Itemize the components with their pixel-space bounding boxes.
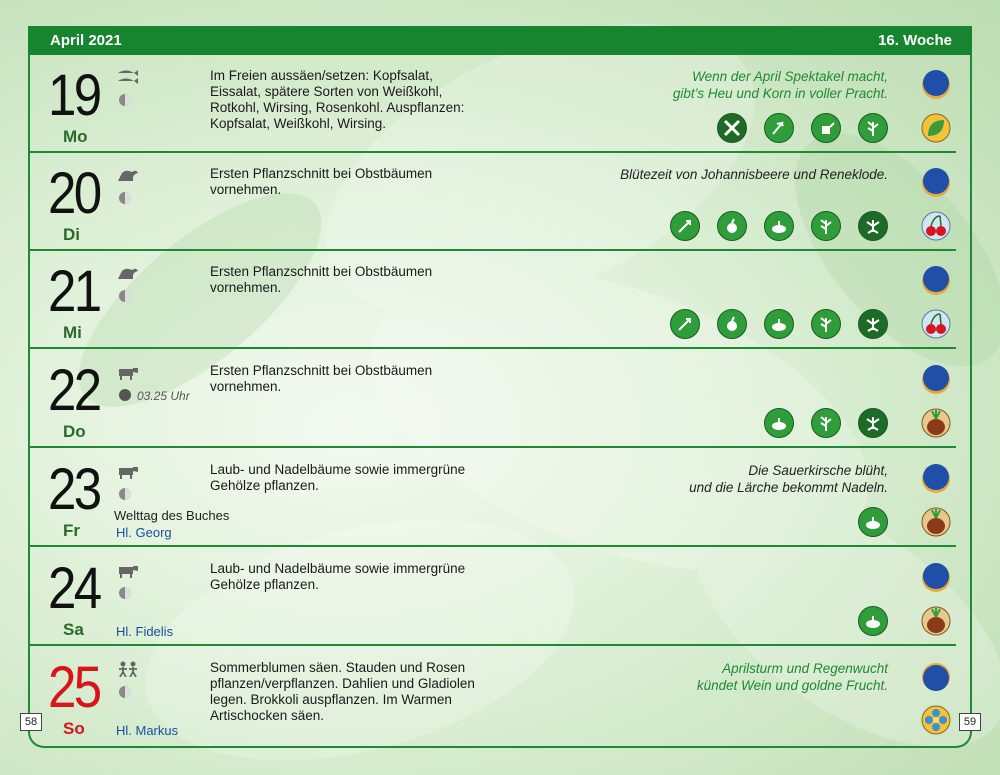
moon-phase-icon bbox=[118, 586, 132, 600]
garden-task: Im Freien aussäen/setzen: Kopfsalat, Eissalat, spätere Sorten von Weißkohl, Rotkohl, Wirsing, Rosenkohl. Auspflanzen: Kopfsalat, Weißkohl, Wirsing. bbox=[210, 68, 465, 131]
bull-icon bbox=[116, 562, 140, 578]
weekday: So bbox=[63, 719, 85, 738]
day-row bbox=[30, 350, 956, 448]
fruit-icon bbox=[717, 211, 747, 241]
moon-icon bbox=[920, 463, 952, 495]
activity-icons bbox=[858, 606, 888, 636]
weekday: Do bbox=[63, 422, 86, 441]
moon-phase-icon bbox=[118, 191, 132, 205]
garden-task: Ersten Pflanzschnitt bei Obstbäumen vornehmen. bbox=[210, 264, 433, 295]
activity-icons bbox=[670, 211, 888, 241]
day-number: 22 bbox=[48, 358, 100, 423]
day-row bbox=[30, 251, 956, 349]
day-row bbox=[30, 55, 956, 153]
root-icon bbox=[858, 211, 888, 241]
root-icon bbox=[858, 408, 888, 438]
day-row bbox=[30, 647, 956, 745]
activity-icons bbox=[764, 408, 888, 438]
new-moon-icon bbox=[118, 388, 132, 402]
moon-icon bbox=[920, 661, 952, 693]
moon-time: 03.25 Uhr bbox=[137, 389, 190, 403]
bull-icon bbox=[116, 463, 140, 479]
moon-phase-icon bbox=[118, 93, 132, 107]
day-number: 25 bbox=[48, 655, 100, 720]
day-row bbox=[30, 548, 956, 646]
watering-icon bbox=[811, 113, 841, 143]
moon-icon bbox=[920, 69, 952, 101]
planting-icon bbox=[764, 309, 794, 339]
cherry-icon bbox=[920, 210, 952, 242]
ram-icon bbox=[116, 265, 140, 281]
saint-name: Hl. Georg bbox=[116, 525, 172, 540]
fruit-icon bbox=[717, 309, 747, 339]
flower-icon bbox=[920, 704, 952, 736]
pruning-icon bbox=[811, 211, 841, 241]
moon-phase-icon bbox=[118, 487, 132, 501]
moon-icon bbox=[920, 562, 952, 594]
leaf-icon bbox=[920, 112, 952, 144]
moon-phase-icon bbox=[118, 685, 132, 699]
bull-icon bbox=[116, 364, 140, 380]
grafting-icon bbox=[670, 309, 700, 339]
day-row bbox=[30, 449, 956, 547]
day-number: 24 bbox=[48, 556, 100, 621]
month-title: April 2021 bbox=[50, 32, 122, 49]
planting-icon bbox=[764, 211, 794, 241]
moon-icon bbox=[920, 167, 952, 199]
root-vegetable-icon bbox=[920, 605, 952, 637]
weather-saying: Wenn der April Spektakel macht, gibt’s Heu und Korn in voller Pracht. bbox=[672, 69, 888, 101]
sowing-icon bbox=[764, 113, 794, 143]
garden-task: Laub- und Nadelbäume sowie immergrüne Gehölze pflanzen. bbox=[210, 462, 466, 493]
saint-name: Hl. Markus bbox=[116, 723, 179, 738]
fish-icon bbox=[116, 69, 140, 85]
pruning-icon bbox=[811, 309, 841, 339]
day-row bbox=[30, 153, 956, 251]
page-number-right: 59 bbox=[959, 713, 981, 731]
no-work-icon bbox=[717, 113, 747, 143]
weekday: Mo bbox=[63, 127, 88, 146]
root-vegetable-icon bbox=[920, 407, 952, 439]
world-day-label: Welttag des Buches bbox=[114, 508, 230, 523]
day-number: 23 bbox=[48, 457, 100, 522]
page-number-left: 58 bbox=[20, 713, 42, 731]
weekday: Mi bbox=[63, 323, 82, 342]
garden-task: Ersten Pflanzschnitt bei Obstbäumen vornehmen. bbox=[210, 363, 433, 394]
moon-icon bbox=[920, 364, 952, 396]
activity-icons bbox=[858, 507, 888, 537]
activity-icons bbox=[717, 113, 888, 143]
weekday: Sa bbox=[63, 620, 84, 639]
planting-icon bbox=[764, 408, 794, 438]
grafting-icon bbox=[670, 211, 700, 241]
garden-task: Laub- und Nadelbäume sowie immergrüne Gehölze pflanzen. bbox=[210, 561, 466, 592]
twins-icon bbox=[116, 661, 140, 677]
garden-task: Sommerblumen säen. Stauden und Rosen pflanzen/verpflanzen. Dahlien und Gladiolen legen. Brokkoli auspflanzen. Im Warmen Artischocken säen. bbox=[210, 660, 475, 723]
weather-saying: Blütezeit von Johannisbeere und Reneklode. bbox=[620, 167, 888, 182]
planting-icon bbox=[858, 606, 888, 636]
saint-name: Hl. Fidelis bbox=[116, 624, 174, 639]
moon-phase-icon bbox=[118, 289, 132, 303]
planting-icon bbox=[858, 507, 888, 537]
weather-saying: Aprilsturm und Regenwucht kündet Wein und goldne Frucht. bbox=[696, 661, 888, 693]
cherry-icon bbox=[920, 308, 952, 340]
day-number: 19 bbox=[48, 63, 100, 128]
day-number: 20 bbox=[48, 161, 100, 226]
pruning-icon bbox=[811, 408, 841, 438]
calendar-header bbox=[28, 26, 972, 55]
weekday: Di bbox=[63, 225, 80, 244]
root-vegetable-icon bbox=[920, 506, 952, 538]
ram-icon bbox=[116, 167, 140, 183]
activity-icons bbox=[670, 309, 888, 339]
weekday: Fr bbox=[63, 521, 80, 540]
day-number: 21 bbox=[48, 259, 100, 324]
moon-icon bbox=[920, 265, 952, 297]
root-icon bbox=[858, 309, 888, 339]
garden-task: Ersten Pflanzschnitt bei Obstbäumen vornehmen. bbox=[210, 166, 433, 197]
pruning-icon bbox=[858, 113, 888, 143]
weather-saying: Die Sauerkirsche blüht, und die Lärche bekommt Nadeln. bbox=[689, 463, 888, 495]
week-label: 16. Woche bbox=[878, 32, 952, 49]
